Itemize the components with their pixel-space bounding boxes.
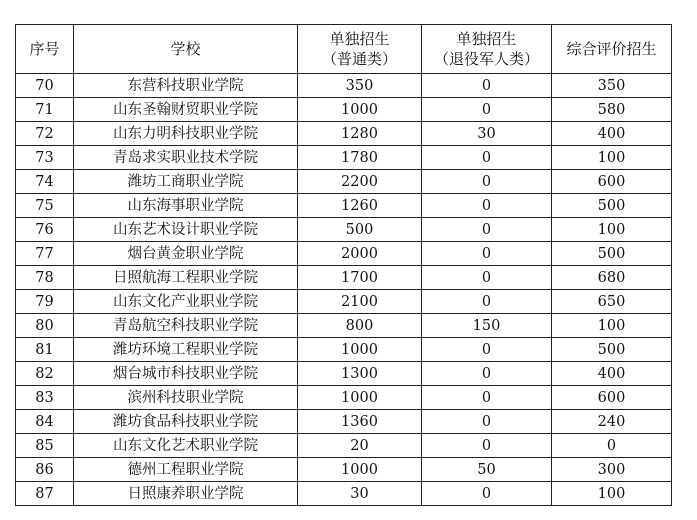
table-row <box>16 266 672 290</box>
cell-comprehensive: 580 <box>552 98 672 122</box>
cell-no: 83 <box>16 386 74 410</box>
table-row <box>16 338 672 362</box>
cell-single-veteran: 0 <box>422 74 552 98</box>
table-row <box>16 74 672 98</box>
table-row <box>16 194 672 218</box>
cell-single-general: 1780 <box>298 146 422 170</box>
cell-no: 86 <box>16 458 74 482</box>
cell-school: 山东文化产业职业学院 <box>74 290 298 314</box>
cell-no: 78 <box>16 266 74 290</box>
cell-school: 德州工程职业学院 <box>74 458 298 482</box>
cell-comprehensive: 400 <box>552 362 672 386</box>
cell-no: 74 <box>16 170 74 194</box>
cell-single-general: 1000 <box>298 386 422 410</box>
cell-comprehensive: 100 <box>552 314 672 338</box>
cell-single-veteran: 0 <box>422 194 552 218</box>
table-row <box>16 314 672 338</box>
cell-school: 滨州科技职业学院 <box>74 386 298 410</box>
cell-single-veteran: 30 <box>422 122 552 146</box>
cell-comprehensive: 600 <box>552 170 672 194</box>
cell-comprehensive: 350 <box>552 74 672 98</box>
cell-no: 87 <box>16 482 74 506</box>
header-no: 序号 <box>16 25 74 74</box>
cell-school: 山东艺术设计职业学院 <box>74 218 298 242</box>
header-single-veteran-line2: （退役军人类） <box>433 50 539 68</box>
cell-no: 73 <box>16 146 74 170</box>
cell-school: 山东海事职业学院 <box>74 194 298 218</box>
cell-no: 81 <box>16 338 74 362</box>
table-body <box>16 74 672 506</box>
table-row <box>16 146 672 170</box>
cell-single-general: 1000 <box>298 98 422 122</box>
table-row <box>16 434 672 458</box>
cell-comprehensive: 500 <box>552 242 672 266</box>
cell-no: 77 <box>16 242 74 266</box>
cell-single-veteran: 0 <box>422 98 552 122</box>
cell-single-general: 800 <box>298 314 422 338</box>
cell-no: 79 <box>16 290 74 314</box>
cell-school: 潍坊工商职业学院 <box>74 170 298 194</box>
cell-single-veteran: 0 <box>422 482 552 506</box>
cell-school: 青岛求实职业技术学院 <box>74 146 298 170</box>
cell-single-veteran: 50 <box>422 458 552 482</box>
table-row <box>16 98 672 122</box>
cell-single-general: 1300 <box>298 362 422 386</box>
cell-school: 烟台城市科技职业学院 <box>74 362 298 386</box>
cell-single-general: 30 <box>298 482 422 506</box>
header-single-veteran-line1: 单独招生 <box>456 30 517 48</box>
cell-single-veteran: 0 <box>422 170 552 194</box>
cell-no: 72 <box>16 122 74 146</box>
cell-comprehensive: 500 <box>552 194 672 218</box>
cell-single-general: 1360 <box>298 410 422 434</box>
cell-comprehensive: 0 <box>552 434 672 458</box>
enrollment-table-container <box>15 24 672 506</box>
cell-no: 84 <box>16 410 74 434</box>
cell-school: 东营科技职业学院 <box>74 74 298 98</box>
header-comprehensive: 综合评价招生 <box>552 25 672 74</box>
cell-school: 青岛航空科技职业学院 <box>74 314 298 338</box>
table-row <box>16 458 672 482</box>
cell-school: 潍坊食品科技职业学院 <box>74 410 298 434</box>
table-header <box>16 25 672 74</box>
cell-single-veteran: 0 <box>422 410 552 434</box>
cell-school: 山东圣翰财贸职业学院 <box>74 98 298 122</box>
cell-single-general: 1700 <box>298 266 422 290</box>
cell-comprehensive: 680 <box>552 266 672 290</box>
header-single-general-line2: （普通类） <box>321 50 397 68</box>
table-row <box>16 218 672 242</box>
cell-single-veteran: 0 <box>422 218 552 242</box>
cell-single-general: 2100 <box>298 290 422 314</box>
cell-single-veteran: 0 <box>422 338 552 362</box>
cell-single-general: 1260 <box>298 194 422 218</box>
cell-no: 85 <box>16 434 74 458</box>
table-row <box>16 362 672 386</box>
header-single-general <box>298 25 422 74</box>
cell-school: 潍坊环境工程职业学院 <box>74 338 298 362</box>
cell-single-veteran: 0 <box>422 242 552 266</box>
cell-no: 75 <box>16 194 74 218</box>
cell-single-veteran: 0 <box>422 146 552 170</box>
cell-no: 71 <box>16 98 74 122</box>
header-single-veteran <box>422 25 552 74</box>
cell-single-general: 2200 <box>298 170 422 194</box>
cell-school: 山东文化艺术职业学院 <box>74 434 298 458</box>
table-row <box>16 122 672 146</box>
table-row <box>16 242 672 266</box>
cell-single-veteran: 0 <box>422 434 552 458</box>
cell-school: 日照航海工程职业学院 <box>74 266 298 290</box>
cell-comprehensive: 100 <box>552 218 672 242</box>
cell-single-veteran: 0 <box>422 362 552 386</box>
cell-single-general: 1280 <box>298 122 422 146</box>
cell-single-general: 500 <box>298 218 422 242</box>
cell-comprehensive: 100 <box>552 482 672 506</box>
cell-single-veteran: 0 <box>422 290 552 314</box>
table-row <box>16 386 672 410</box>
cell-single-general: 1000 <box>298 338 422 362</box>
cell-school: 日照康养职业学院 <box>74 482 298 506</box>
header-row <box>16 25 672 74</box>
cell-comprehensive: 100 <box>552 146 672 170</box>
cell-single-general: 1000 <box>298 458 422 482</box>
cell-school: 烟台黄金职业学院 <box>74 242 298 266</box>
cell-no: 82 <box>16 362 74 386</box>
cell-no: 80 <box>16 314 74 338</box>
cell-comprehensive: 240 <box>552 410 672 434</box>
header-single-general-line1: 单独招生 <box>329 30 390 48</box>
cell-single-veteran: 0 <box>422 266 552 290</box>
table-row <box>16 290 672 314</box>
cell-no: 76 <box>16 218 74 242</box>
table-row <box>16 170 672 194</box>
cell-single-general: 2000 <box>298 242 422 266</box>
header-school: 学校 <box>74 25 298 74</box>
enrollment-table <box>15 24 672 506</box>
cell-school: 山东力明科技职业学院 <box>74 122 298 146</box>
cell-no: 70 <box>16 74 74 98</box>
cell-comprehensive: 300 <box>552 458 672 482</box>
cell-single-veteran: 150 <box>422 314 552 338</box>
cell-comprehensive: 400 <box>552 122 672 146</box>
cell-comprehensive: 650 <box>552 290 672 314</box>
cell-single-general: 350 <box>298 74 422 98</box>
cell-single-veteran: 0 <box>422 386 552 410</box>
table-row <box>16 410 672 434</box>
cell-single-general: 20 <box>298 434 422 458</box>
cell-comprehensive: 600 <box>552 386 672 410</box>
table-row <box>16 482 672 506</box>
cell-comprehensive: 500 <box>552 338 672 362</box>
